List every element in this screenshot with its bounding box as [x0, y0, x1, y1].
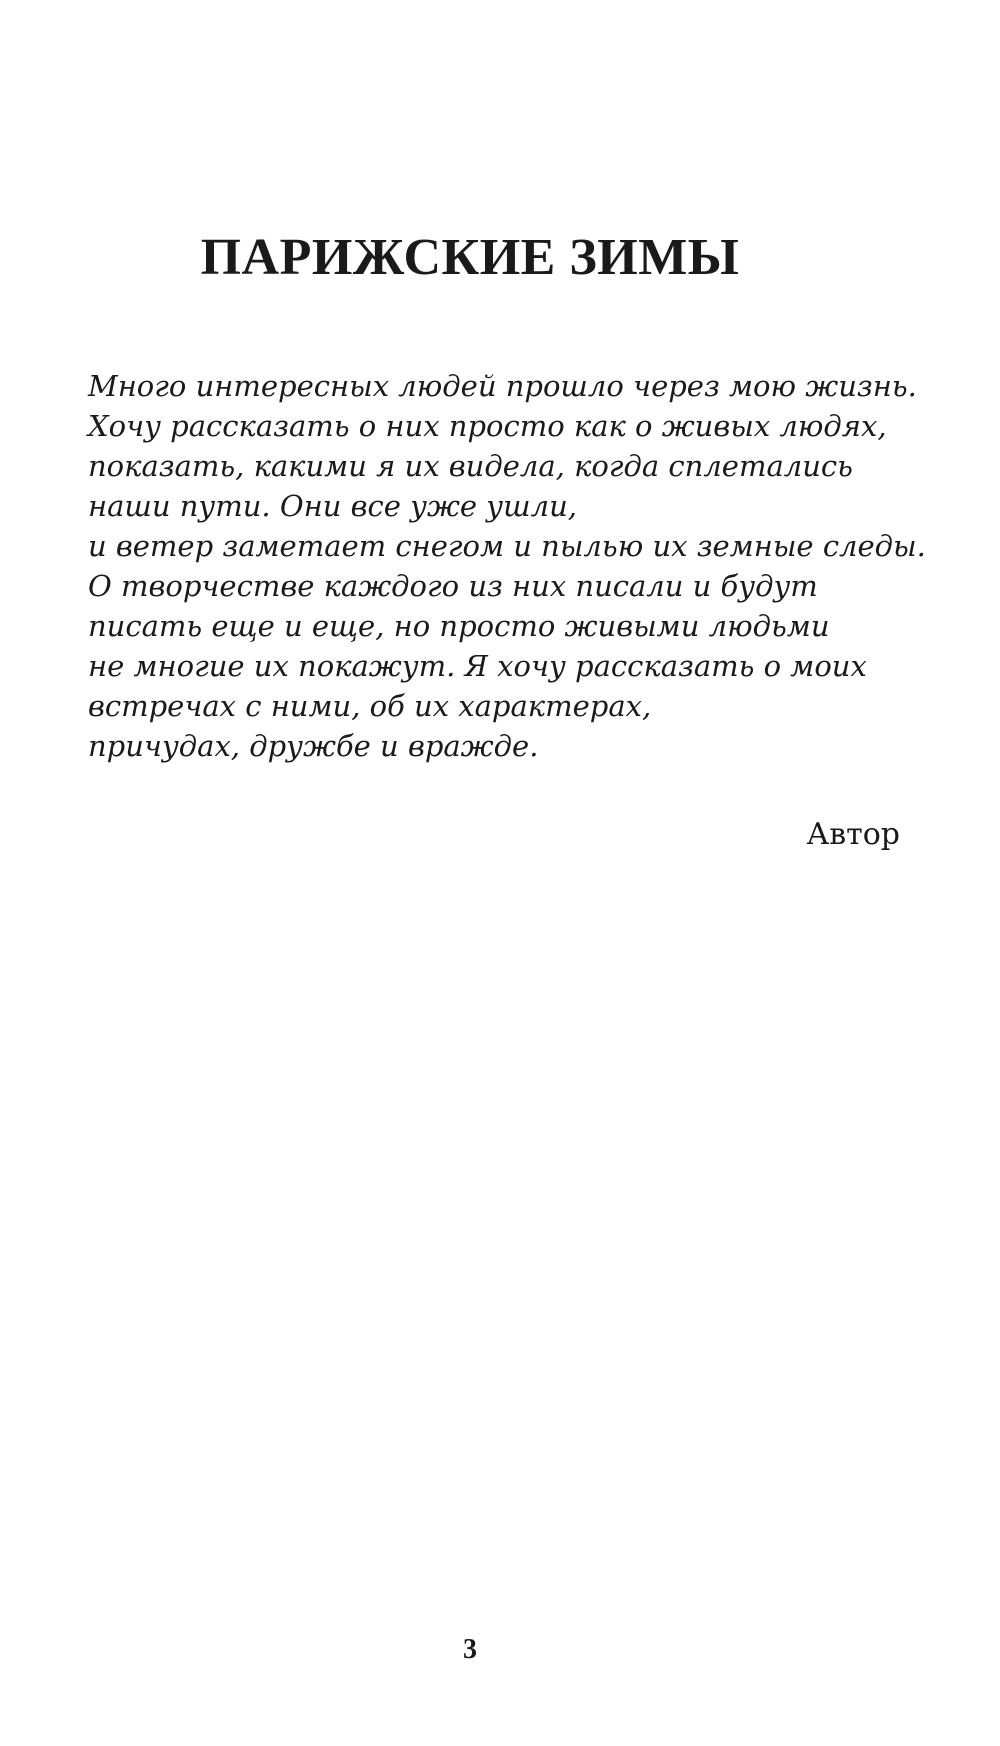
text-line: Много интересных людей прошло через мою жизнь.: [88, 369, 917, 403]
text-line: не многие их покажут. Я хочу рассказать о моих: [88, 649, 867, 683]
text-line: О творчестве каждого из них писали и будут: [88, 569, 818, 603]
page-number: 3: [463, 1634, 477, 1665]
preface-text: [88, 366, 948, 766]
text-line: наши пути. Они все уже ушли,: [88, 489, 577, 523]
text-line: и ветер заметает снегом и пылью их земные следы.: [88, 529, 926, 563]
text-line: Хочу рассказать о них просто как о живых людях,: [88, 409, 887, 443]
page-title: ПАРИЖСКИЕ ЗИМЫ: [200, 229, 740, 286]
text-line: писать еще и еще, но просто живыми людьми: [88, 609, 830, 643]
author-signature: Автор: [806, 817, 900, 852]
text-line: встречах с ними, об их характерах,: [88, 689, 652, 723]
text-line: причудах, дружбе и вражде.: [88, 729, 539, 763]
text-line: показать, какими я их видела, когда сплетались: [88, 449, 853, 483]
